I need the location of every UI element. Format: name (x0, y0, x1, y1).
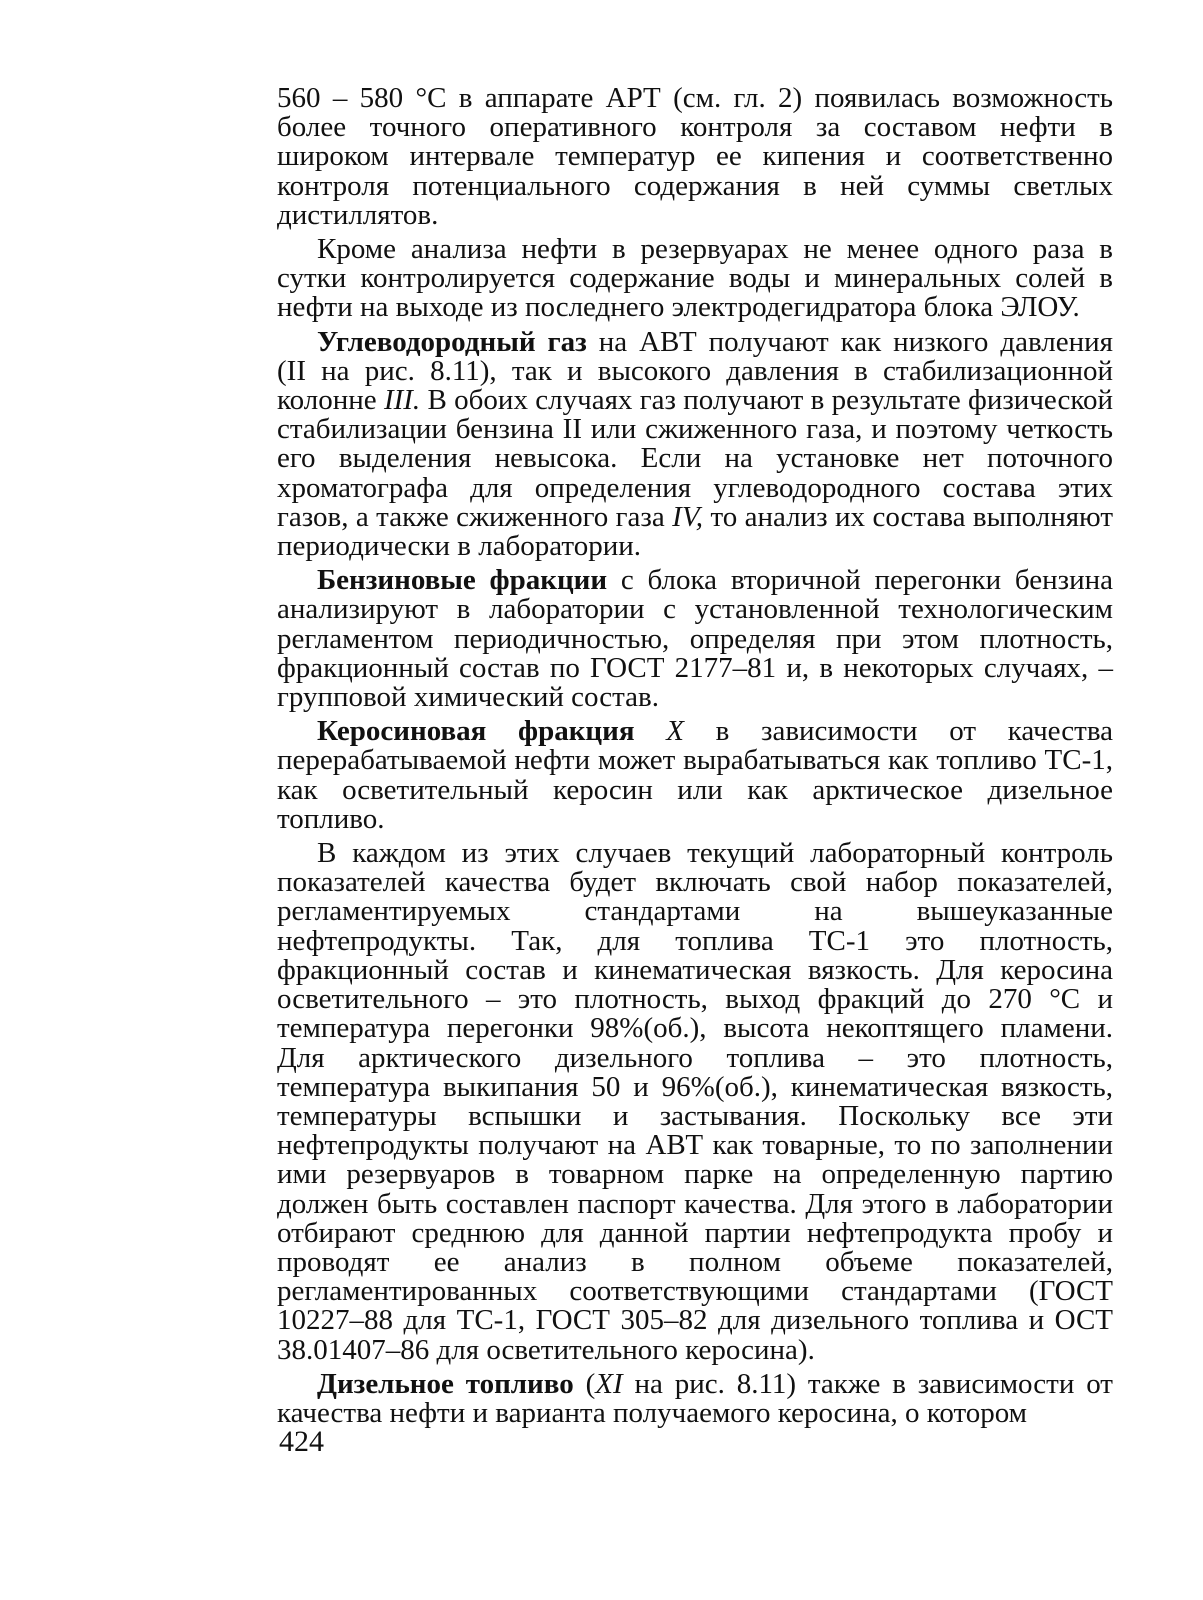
paragraph (277, 839, 1113, 1365)
text-run: В каждом из этих случаев текущий лабораторный контроль показателей качества будет включать свой набор показателей, регламентируемых стандартами на вышеуказанные нефтепродукты. Так, для топлива ТС-1 это плотность, фракционный состав и кинематическая вязкость. Для керосина осветительного – это плотность, выход фракций до 270 °С и температура перегонки 98%(об.), высота некоптящего пламени. Для арктического дизельного топлива – это плотность, температура выкипания 50 и 96%(об.), кинематическая вязкость, температуры вспышки и застывания. Поскольку все эти нефтепродукты получают на АВТ как товарные, то по заполнении ими резервуаров в товарном парке на определенную партию должен быть составлен паспорт качества. Для этого в лаборатории отбирают среднюю для данной партии нефтепродукта пробу и проводят ее анализ в полном объеме показателей, регламентированных соответствующими стандартами (ГОСТ 10227–88 для ТС-1, ГОСТ 305–82 для дизельного топлива и ОСТ 38.01407–86 для осветительного керосина). (277, 837, 1113, 1366)
text-run: в зависимости от качества перерабатываемой нефти может вырабатываться как топливо ТС-1, как осветительный керосин или как арктическое дизельное топливо. (277, 715, 1114, 835)
text-run: ( (573, 1367, 596, 1400)
italic-reference: III. (383, 384, 421, 417)
italic-reference: X (666, 715, 684, 748)
page-number: 424 (279, 1425, 324, 1458)
text-run: 560 – 580 °С в аппарате АРТ (см. гл. 2) появилась возможность более точного оперативного контроля за составом нефти в широком интервале температур ее кипения и соответственно контроля потенциального содержания в ней суммы светлых дистиллятов. (277, 82, 1113, 231)
paragraph (277, 325, 1114, 563)
text-run: В обоих случаях газ получают в результате физической стабилизации бензина II или сжиженного газа, и поэтому четкость его выделения невысока. Если на установке нет поточного хроматографа для определения углеводородного состава этих газов, а также сжиженного газа (277, 384, 1114, 533)
text-run: Кроме анализа нефти в резервуарах не менее одного раза в сутки контролируется содержание воды и минеральных солей в нефти на выходе из последнего электродегидратора блока ЭЛОУ. (277, 233, 1113, 324)
italic-reference: IV, (672, 500, 704, 533)
text-run (635, 715, 667, 747)
text-run: с блока вторичной перегонки бензина анализируют в лаборатории с установленной технологическим регламентом периодичностью, определяя при этом плотность, фракционный состав по ГОСТ 2177–81 и, в некоторых случаях, – групповой химический состав. (277, 564, 1113, 714)
paragraph (277, 235, 1113, 323)
term-heading: Бензиновые фракции (317, 564, 608, 597)
paragraph (277, 84, 1113, 230)
paragraph (277, 717, 1113, 834)
page-body (277, 84, 1113, 1433)
term-heading: Керосиновая фракция (317, 715, 635, 748)
text-run: то анализ их состава выполняют периодически в лаборатории. (277, 500, 1114, 563)
paragraph (277, 566, 1113, 712)
term-heading: Дизельное топливо (317, 1367, 574, 1400)
term-heading: Углеводородный газ (317, 325, 587, 358)
text-run: на АВТ получают как низкого давления (II на рис. 8.11), так и высокого давления в стабилизационной колонне (277, 325, 1113, 417)
text-run: на рис. 8.11) также в зависимости от качества нефти и варианта получаемого керосина, о котором (277, 1367, 1113, 1429)
italic-reference: XI (595, 1367, 623, 1400)
paragraph (277, 1367, 1113, 1429)
